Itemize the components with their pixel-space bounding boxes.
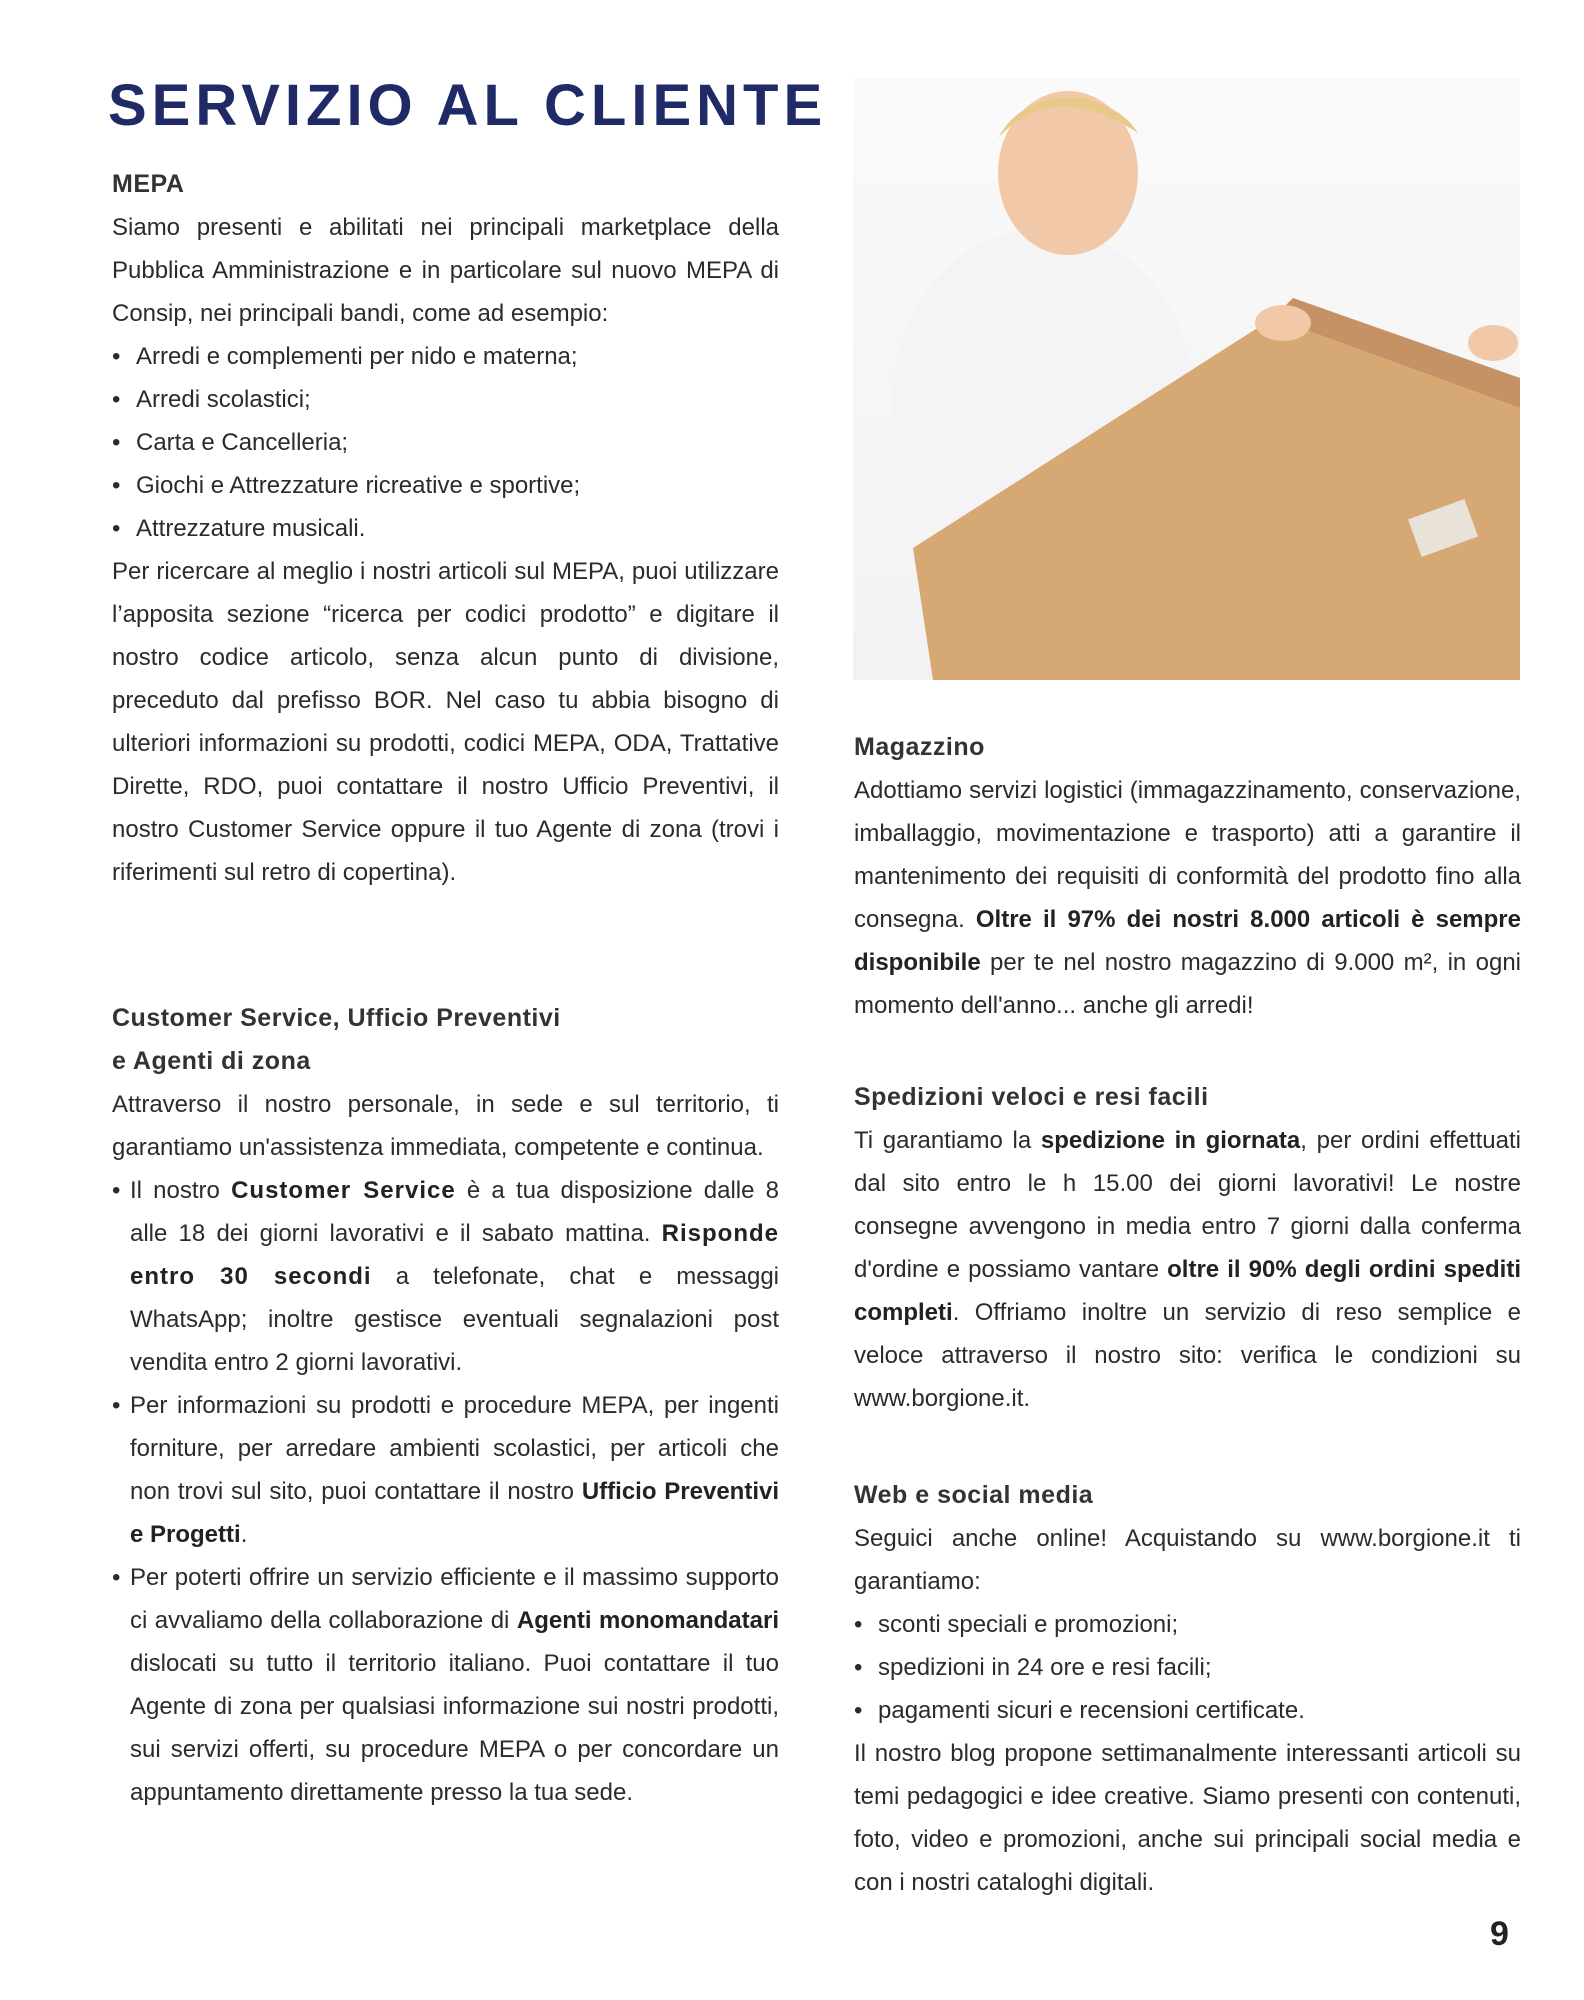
bold-text: oltre il 90% degli ordini spediti completi [854, 1256, 1521, 1326]
bold-text: Agenti monomandatari [516, 1607, 780, 1634]
text: è a tua disposizione dalle 8 alle 18 dei giorni lavorativi e il sabato mattina. [130, 1177, 780, 1247]
bold-text: Oltre il 97% dei nostri 8.000 articoli è sempre disponibile [854, 906, 1521, 976]
list-item: • Giochi e Attrezzature ricreative e sportive; [112, 464, 779, 507]
hand-right [1468, 325, 1518, 361]
list-item: • pagamenti sicuri e recensioni certificate. [854, 1689, 1521, 1732]
text: per te nel nostro magazzino di 9.000 m², in ogni momento dell'anno... anche gli arredi! [854, 949, 1521, 1019]
heading-line: Customer Service, Ufficio Preventivi [112, 1004, 561, 1032]
web-section [854, 1474, 1521, 1904]
text: a telefonate, chat e messaggi WhatsApp; inoltre gestisce eventuali segnalazioni post vendita entro 2 giorni lavorativi. [130, 1263, 779, 1376]
list-item [112, 1556, 779, 1814]
page-title: SERVIZIO AL CLIENTE [108, 73, 828, 138]
customer-intro: Attraverso il nostro personale, in sede e sul territorio, ti garantiamo un'assistenza immediata, competente e continua. [112, 1091, 779, 1161]
list-item [112, 1169, 779, 1384]
boy-with-box-photo [853, 78, 1520, 680]
heading-line: e Agenti di zona [112, 1047, 311, 1075]
page-number: 9 [1490, 1915, 1509, 1953]
text: Per informazioni su prodotti e procedure MEPA, per ingenti forniture, per arredare ambienti scolastici, per articoli che non trovi sul sito, puoi contattare il nostro [130, 1392, 779, 1505]
customer-section [112, 997, 779, 1814]
list-item: • sconti speciali e promozioni; [854, 1603, 1521, 1646]
magazzino-section [854, 726, 1521, 1027]
customer-heading [112, 997, 779, 1083]
text: Il nostro [130, 1177, 232, 1204]
text: dislocati su tutto il territorio italiano. Puoi contattare il tuo Agente di zona per qualsiasi informazione sui nostri prodotti, sui servizi offerti, su procedure MEPA o per concordare un appuntamento direttamente presso la tua sede. [130, 1650, 779, 1806]
boy-with-box-illustration [853, 78, 1520, 680]
text: . Offriamo inoltre un servizio di reso semplice e veloce attraverso il nostro sito: verifica le condizioni su www.borgione.it. [854, 1299, 1521, 1412]
web-intro: Seguici anche online! Acquistando su www.borgione.it ti garantiamo: [854, 1525, 1521, 1595]
hand-left [1255, 305, 1311, 341]
mepa-outro: Per ricercare al meglio i nostri articoli sul MEPA, puoi utilizzare l’apposita sezione “ricerca per codici prodotto” e digitare il nostro codice articolo, senza alcun punto di divisione, preceduto dal prefisso BOR. Nel caso tu abbia bisogno di ulteriori informazioni su prodotti, codici MEPA, ODA, Trattative Dirette, RDO, puoi contattare il nostro Ufficio Preventivi, il nostro Customer Service oppure il tuo Agente di zona (trovi i riferimenti sul retro di copertina). [112, 558, 779, 886]
spedizioni-heading: Spedizioni veloci e resi facili [854, 1083, 1209, 1111]
bold-text: Ufficio Preventivi e Progetti [130, 1478, 779, 1548]
spedizioni-section [854, 1076, 1521, 1420]
text: Ti garantiamo la [854, 1127, 1041, 1154]
bold-text: Risponde entro 30 secondi [130, 1220, 779, 1290]
magazzino-text [854, 769, 1521, 1027]
web-heading: Web e social media [854, 1481, 1094, 1509]
list-item: • Arredi e complementi per nido e materna; [112, 335, 779, 378]
mepa-section [112, 163, 779, 894]
magazzino-heading: Magazzino [854, 733, 985, 761]
list-item [112, 1384, 779, 1556]
list-item: • Attrezzature musicali. [112, 507, 779, 550]
customer-bullet-list [112, 1169, 779, 1814]
list-item: • spedizioni in 24 ore e resi facili; [854, 1646, 1521, 1689]
web-bullet-list [854, 1603, 1521, 1732]
spedizioni-text [854, 1119, 1521, 1420]
mepa-intro: Siamo presenti e abilitati nei principali marketplace della Pubblica Amministrazione e in particolare sul nuovo MEPA di Consip, nei principali bandi, come ad esempio: [112, 214, 779, 327]
text: . [240, 1521, 248, 1548]
bold-text: spedizione in giornata [1040, 1127, 1301, 1154]
list-item: • Carta e Cancelleria; [112, 421, 779, 464]
list-item: • Arredi scolastici; [112, 378, 779, 421]
bold-text: Customer Service [231, 1177, 456, 1204]
web-outro: Il nostro blog propone settimanalmente interessanti articoli su temi pedagogici e idee creative. Siamo presenti con contenuti, foto, video e promozioni, anche sui principali social media e con i nostri cataloghi digitali. [854, 1740, 1521, 1896]
mepa-bullet-list [112, 335, 779, 550]
text: , per ordini effettuati dal sito entro le h 15.00 dei giorni lavorativi! Le nostre consegne avvengono in media entro 7 giorni dalla conferma d'ordine e possiamo vantare [854, 1127, 1522, 1283]
mepa-heading: MEPA [112, 170, 185, 198]
text: Adottiamo servizi logistici (immagazzinamento, conservazione, imballaggio, movimentazione e trasporto) atti a garantire il mantenimento dei requisiti di conformità del prodotto fino alla consegna. [854, 777, 1521, 933]
text: Per poterti offrire un servizio efficiente e il massimo supporto ci avvaliamo della collaborazione di [130, 1564, 779, 1634]
